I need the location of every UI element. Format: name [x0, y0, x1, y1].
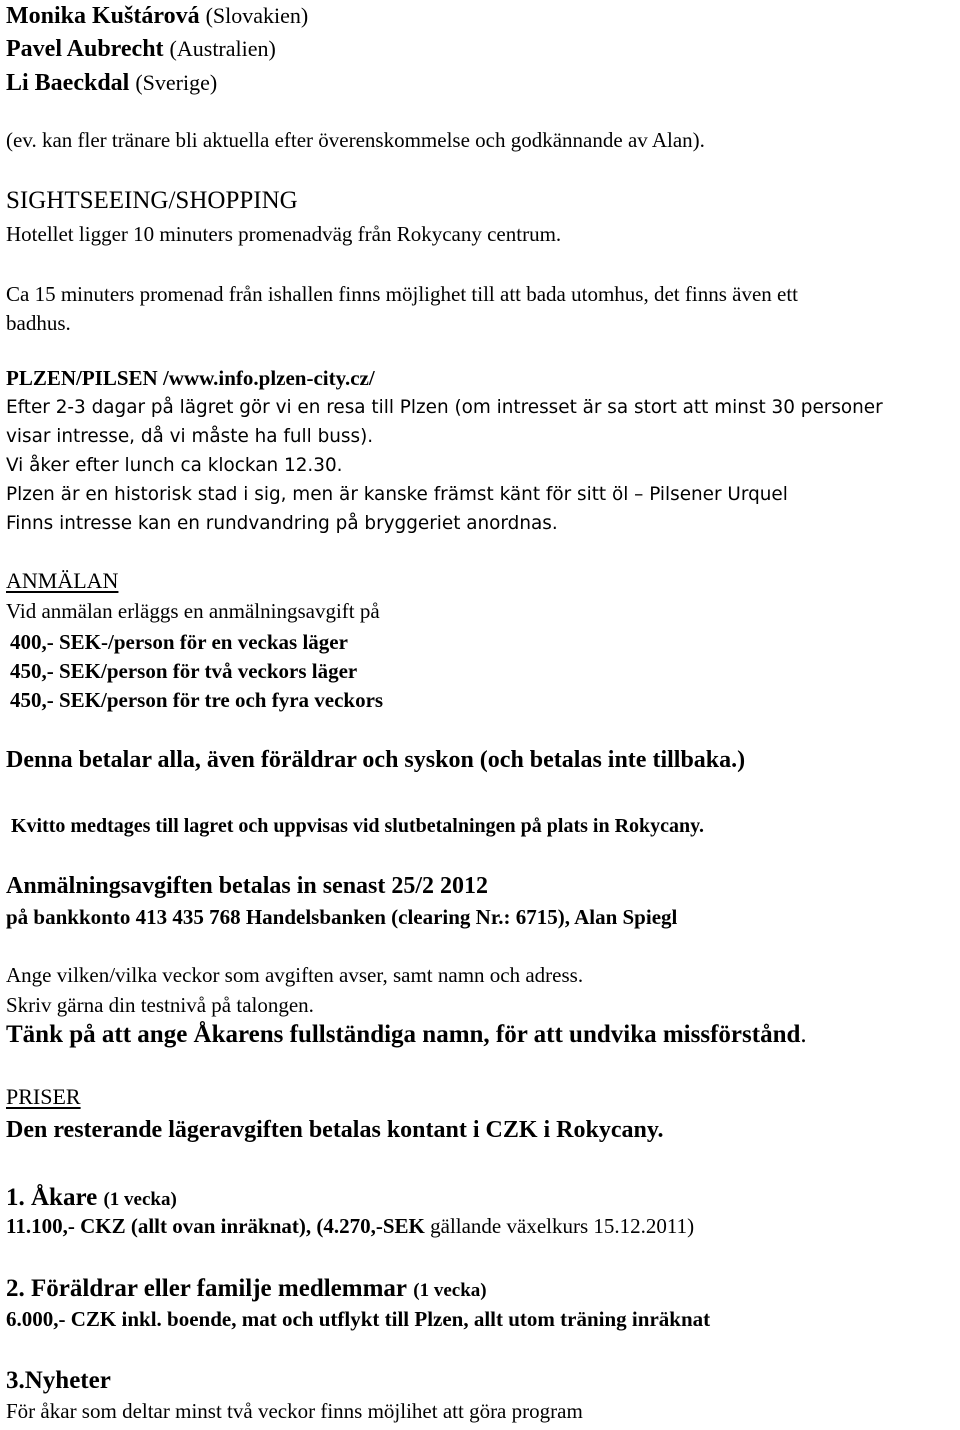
bank-account: på bankkonto 413 435 768 Handelsbanken (clearing Nr.: 6715), Alan Spiegl	[6, 905, 678, 929]
trainer-2	[6, 37, 276, 61]
all-pay-note: Denna betalar alla, även föräldrar och syskon (och betalas inte tillbaka.)	[6, 747, 746, 773]
trainer-country: (Australien)	[169, 36, 276, 61]
name-note-text: Tänk på att ange Åkarens fullständiga namn, för att undvika missförstånd	[6, 1021, 801, 1048]
price-normal: gällande växelkurs 15.12.2011)	[430, 1214, 695, 1238]
plzen-line-5: Finns intresse kan en rundvandring på bryggeriet anordnas.	[6, 513, 558, 534]
price-item-news-title: 3.Nyheter	[6, 1367, 111, 1394]
deadline: Anmälningsavgiften betalas in senast 25/2 2012	[6, 873, 489, 899]
name-note	[6, 1022, 807, 1047]
plzen-line-1: Efter 2-3 dagar på lägret gör vi en resa till Plzen (om intresset är sa stort att minst 30 personer	[6, 397, 883, 418]
sightseeing-line-2: Ca 15 minuters promenad från ishallen finns möjlighet till att bada utomhus, det finns även ett	[6, 282, 799, 306]
price-item-parents	[6, 1276, 487, 1301]
sightseeing-heading: SIGHTSEEING/SHOPPING	[6, 187, 298, 214]
plzen-line-3: Vi åker efter lunch ca klockan 12.30.	[6, 455, 343, 476]
trainer-country: (Slovakien)	[205, 3, 309, 28]
weeks-note: Ange vilken/vilka veckor som avgiften avser, samt namn och adress.	[6, 963, 584, 987]
trainer-1	[6, 4, 308, 28]
priser-subheading: Den resterande lägeravgiften betalas kontant i CZK i Rokycany.	[6, 1117, 664, 1143]
price-item-skater-price	[6, 1216, 694, 1237]
level-note: Skriv gärna din testnivå på talongen.	[6, 993, 314, 1017]
price-item-news-text: För åkar som deltar minst två veckor finns möjlihet att göra program	[6, 1399, 583, 1423]
price-item-title: 1. Åkare	[6, 1184, 98, 1211]
trainer-name: Monika Kuštárová	[6, 3, 200, 29]
receipt-note: Kvitto medtages till lagret och uppvisas vid slutbetalningen på plats in Rokycany.	[11, 815, 705, 837]
plzen-heading: PLZEN/PILSEN /www.info.plzen-city.cz/	[6, 366, 375, 390]
anmalan-heading: ANMÄLAN	[6, 568, 119, 593]
price-item-period: (1 vecka)	[413, 1280, 487, 1301]
trainer-name: Li Baeckdal	[6, 70, 130, 96]
trainer-country: (Sverige)	[135, 70, 218, 95]
trainers-note: (ev. kan fler tränare bli aktuella efter överenskommelse och godkännande av Alan).	[6, 128, 705, 152]
fee-three-four-weeks: 450,- SEK/person för tre och fyra veckors	[10, 688, 384, 712]
sightseeing-line-1: Hotellet ligger 10 minuters promenadväg från Rokycany centrum.	[6, 222, 562, 246]
fee-two-weeks: 450,- SEK/person för två veckors läger	[10, 659, 358, 683]
plzen-line-4: Plzen är en historisk stad i sig, men är kanske främst känt för sitt öl – Pilsener Urquel	[6, 484, 788, 505]
sightseeing-line-3: badhus.	[6, 311, 71, 335]
priser-heading: PRISER	[6, 1084, 81, 1109]
price-item-parents-price: 6.000,- CZK inkl. boende, mat och utflykt till Plzen, allt utom träning inräknat	[6, 1307, 711, 1331]
anmalan-intro: Vid anmälan erläggs en anmälningsavgift på	[6, 599, 380, 623]
price-item-skater	[6, 1185, 177, 1210]
trainer-3	[6, 71, 217, 95]
price-item-period: (1 vecka)	[103, 1189, 177, 1210]
plzen-line-2: visar intresse, då vi måste ha full buss).	[6, 426, 374, 447]
price-bold: 11.100,- CKZ (allt ovan inräknat), (4.270,-SEK	[6, 1214, 425, 1238]
fee-one-week: 400,- SEK-/person för en veckas läger	[10, 630, 348, 654]
name-note-period: .	[800, 1021, 807, 1048]
price-item-title: 2. Föräldrar eller familje medlemmar	[6, 1275, 408, 1302]
trainer-name: Pavel Aubrecht	[6, 36, 164, 62]
